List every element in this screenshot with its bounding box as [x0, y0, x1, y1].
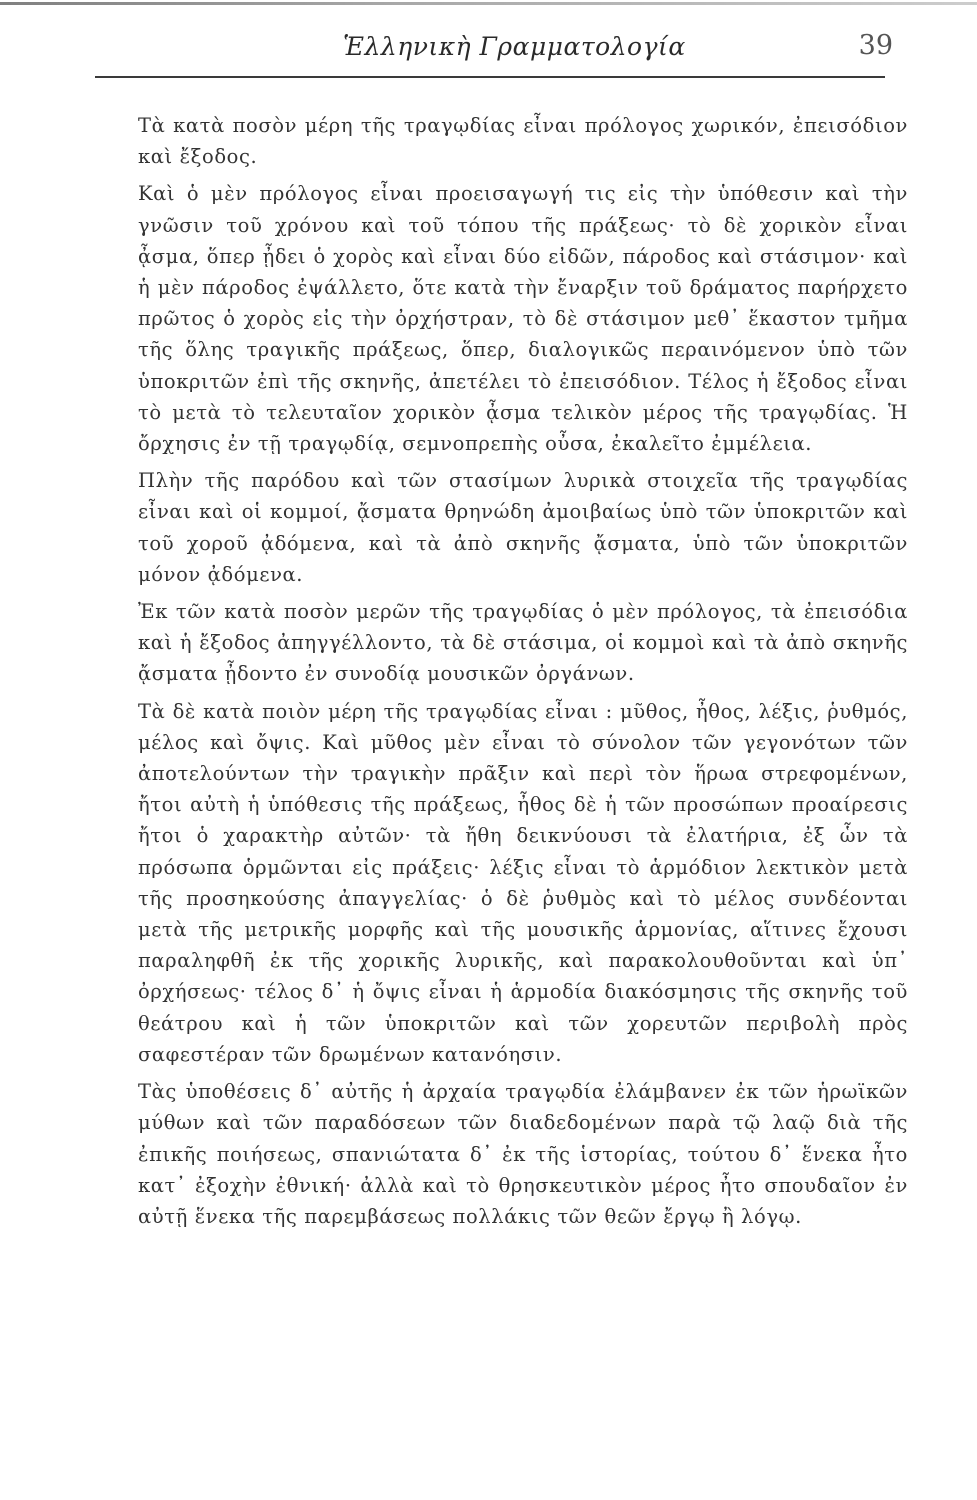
paragraph: Τὰς ὑποθέσεις δ᾿ αὐτῆς ἡ ἀρχαία τραγῳδία ἐλάμβανεν ἐκ τῶν ἡρωϊκῶν μύθων καὶ τῶν παραδόσεων τῶν διαδεδομένων παρὰ τῷ λαῷ διὰ τῆς ἐπικῆς ποιήσεως, σπανιώτατα δ᾿ ἐκ τῆς ἱστορίας, τούτου δ᾿ ἕνεκα ἦτο κατ᾿ ἐξοχὴν ἐθνική· ἀλλὰ καὶ τὸ θρησκευτικὸν μέρος ἦτο σπουδαῖον ἐν αὐτῇ ἕνεκα τῆς παρεμβάσεως πολλάκις τῶν θεῶν ἔργῳ ἢ λόγῳ.	[138, 1080, 908, 1228]
paragraph: Καὶ ὁ μὲν πρόλογος εἶναι προεισαγωγή τις εἰς τὴν ὑπόθεσιν καὶ τὴν γνῶσιν τοῦ χρόνου καὶ τοῦ τόπου τῆς πράξεως· τὸ δὲ χορικὸν εἶναι ᾆσμα, ὅπερ ᾖδει ὁ χορὸς καὶ εἶναι δύο εἰδῶν, πάροδος καὶ στάσιμον· καὶ ἡ μὲν πάροδος ἐψάλλετο, ὅτε κατὰ τὴν ἔναρξιν τοῦ δράματος παρήρχετο πρῶτος ὁ χορὸς εἰς τὴν ὀρχήστραν, τὸ δὲ στάσιμον μεθ᾿ ἕκαστον τμῆμα τῆς ὅλης τραγικῆς πράξεως, ὅπερ, διαλογικῶς περαινόμενον ὑπὸ τῶν ὑποκριτῶν ἐπὶ τῆς σκηνῆς, ἀπετέλει τὸ ἐπεισόδιον. Τέλος ἡ ἔξοδος εἶναι τὸ μετὰ τὸ τελευταῖον χορικὸν ᾆσμα τελικὸν μέρος τῆς τραγῳδίας. Ἡ ὄρχησις ἐν τῇ τραγῳδίᾳ, σεμνοπρεπὴς οὖσα, ἐκαλεῖτο ἐμμέλεια.	[138, 182, 908, 456]
scan-edge-rule	[0, 2, 977, 5]
paragraph: Πλὴν τῆς παρόδου καὶ τῶν στασίμων λυρικὰ στοιχεῖα τῆς τραγῳδίας εἶναι καὶ οἱ κομμοί, ᾄσματα θρηνώδη ἀμοιβαίως ὑπὸ τῶν ὑποκριτῶν καὶ τοῦ χοροῦ ᾀδόμενα, καὶ τὰ ἀπὸ σκηνῆς ᾄσματα, ὑπὸ τῶν ὑποκριτῶν μόνον ᾀδόμενα.	[138, 469, 908, 586]
page-number: 39	[858, 30, 893, 61]
header-rule	[95, 76, 885, 78]
body-text	[138, 110, 908, 1232]
paragraph: Τὰ δὲ κατὰ ποιὸν μέρη τῆς τραγῳδίας εἶναι : μῦθος, ἦθος, λέξις, ῥυθμός, μέλος καὶ ὄψις. Καὶ μῦθος μὲν εἶναι τὸ σύνολον τῶν γεγονότων τῶν ἀποτελούντων τὴν τραγικὴν πρᾶξιν καὶ περὶ τὸν ἥρωα στρεφομένων, ἤτοι αὐτὴ ἡ ὑπόθεσις τῆς πράξεως, ἦθος δὲ ἡ τῶν προσώπων προαίρεσις ἤτοι ὁ χαρακτὴρ αὐτῶν· τὰ ἤθη δεικνύουσι τὰ ἐλατήρια, ἐξ ὧν τὰ πρόσωπα ὁρμῶνται εἰς πράξεις· λέξις εἶναι τὸ ἁρμόδιον λεκτικὸν μετὰ τῆς προσηκούσης ἀπαγγελίας· ὁ δὲ ῥυθμὸς καὶ τὸ μέλος συνδέονται μετὰ τῆς μετρικῆς μορφῆς καὶ τῆς μουσικῆς ἁρμονίας, αἵτινες ἔχουσι παραληφθῆ ἐκ τῆς χορικῆς λυρικῆς, καὶ παρακολουθοῦνται καὶ ὑπ᾿ ὀρχήσεως· τέλος δ᾿ ἡ ὄψις εἶναι ἡ ἁρμοδία διακόσμησις τῆς σκηνῆς τοῦ θεάτρου καὶ ἡ τῶν ὑποκριτῶν καὶ τῶν χορευτῶν περιβολὴ πρὸς σαφεστέραν τῶν δρωμένων κατανόησιν.	[138, 699, 908, 1066]
paragraph: Ἐκ τῶν κατὰ ποσὸν μερῶν τῆς τραγῳδίας ὁ μὲν πρόλογος, τὰ ἐπεισόδια καὶ ἡ ἔξοδος ἀπηγγέλλοντο, τὰ δὲ στάσιμα, οἱ κομμοὶ καὶ τὰ ἀπὸ σκηνῆς ᾄσματα ᾖδοντο ἐν συνοδίᾳ μουσικῶν ὀργάνων.	[138, 600, 908, 686]
paragraph: Τὰ κατὰ ποσὸν μέρη τῆς τραγῳδίας εἶναι πρόλογος χωρικόν, ἐπεισόδιον καὶ ἔξοδος.	[138, 114, 908, 169]
page-header	[95, 28, 895, 78]
running-title: Ἑλληνικὴ Γραμματολογία	[343, 32, 686, 61]
